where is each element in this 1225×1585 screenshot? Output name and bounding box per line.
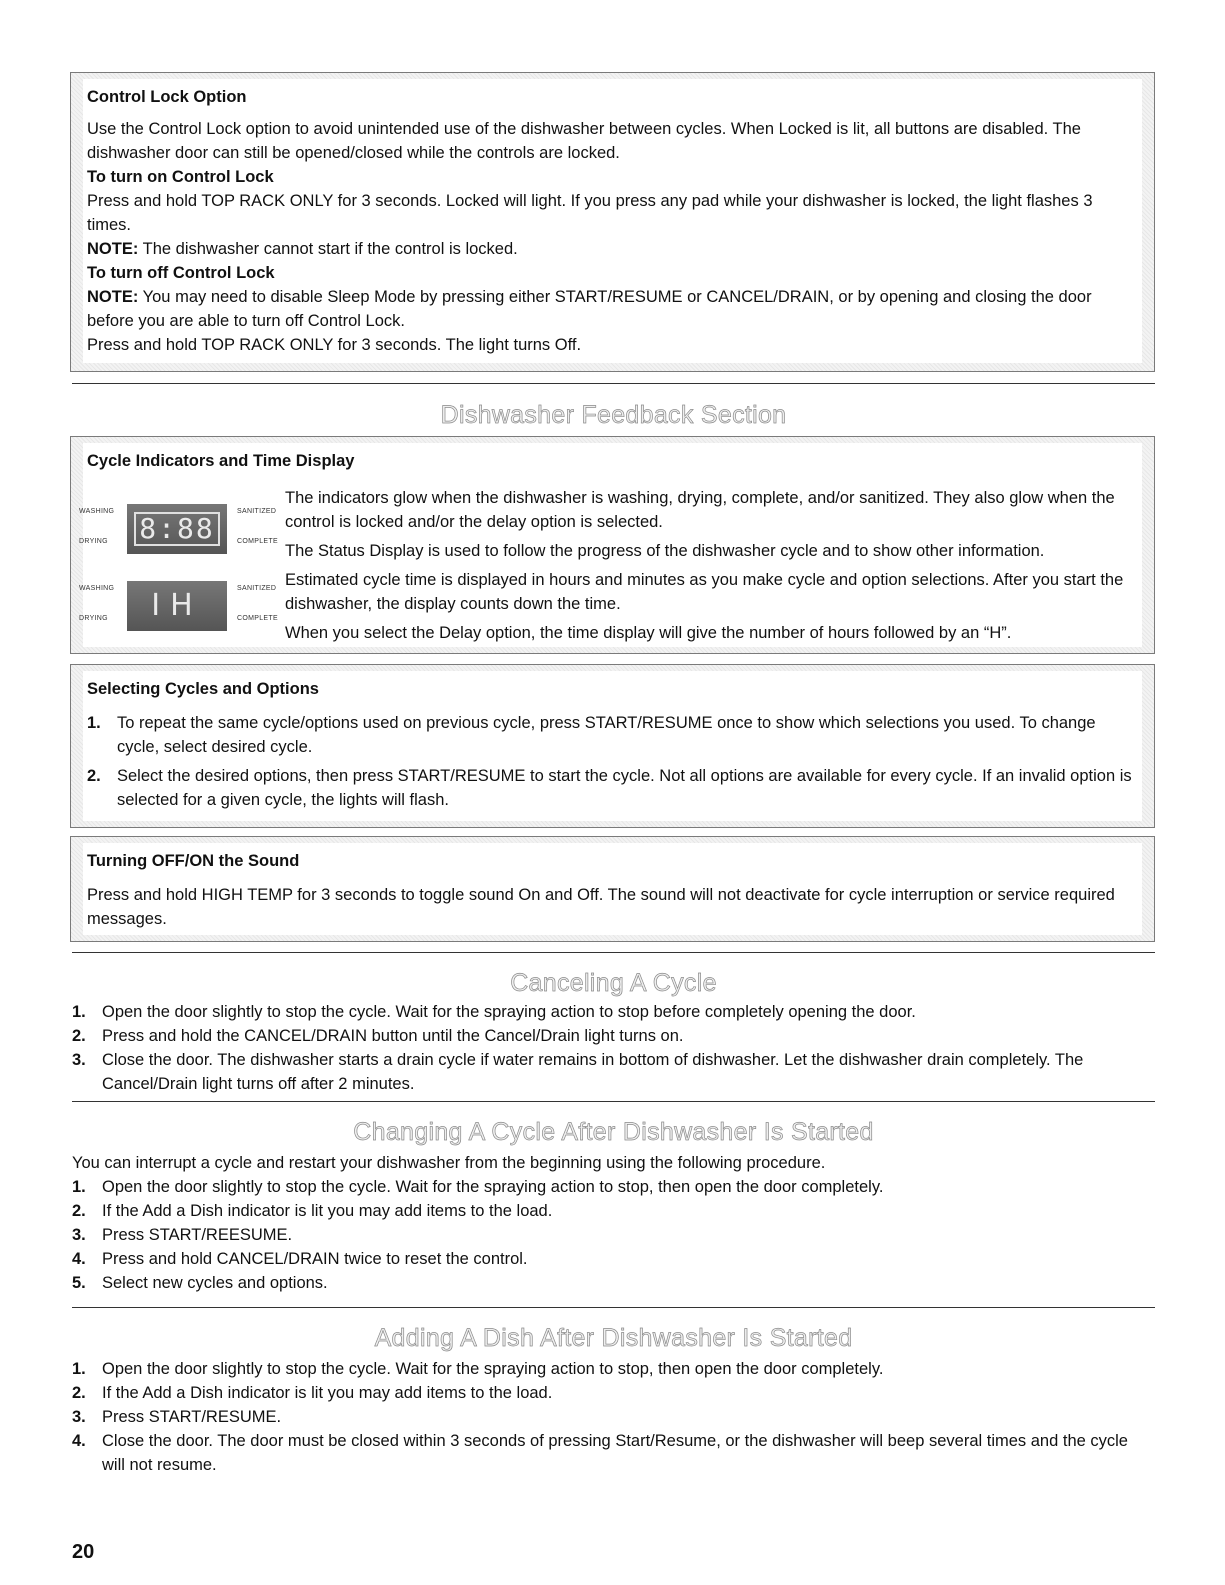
changing-list [72,1175,1152,1295]
note-2-text: You may need to disable Sleep Mode by pressing either START/RESUME or CANCEL/DRAIN, or by opening and closing the door before you are able to turn off Control Lock. [87,288,1092,330]
control-lock-intro: Use the Control Lock option to avoid unintended use of the dishwasher between cycles. When Locked is lit, all buttons are disabled. The dishwasher door can still be opened/closed while the controls are locked. [87,120,1081,162]
note-1 [87,237,1138,261]
selecting-list [87,711,1138,812]
drying-label: DRYING [79,615,108,622]
feedback-heading: Dishwasher Feedback Section [440,401,787,429]
list-item: 3. Close the door. The dishwasher starts a drain cycle if water remains in bottom of dishwasher. Let the dishwasher drain completely. The Cancel/Drain light turns off after 2 minutes. [72,1051,1084,1093]
cycle-indicators-box [70,436,1155,654]
list-item: 4. Close the door. The door must be closed within 3 seconds of pressing Start/Resume, or the dishwasher will beep several times and the cycle will not resume. [72,1432,1128,1474]
list-item: 1. Open the door slightly to stop the cycle. Wait for the spraying action to stop, then open the door completely. [72,1178,884,1196]
time-display-screen [127,504,227,554]
sound-text: Press and hold HIGH TEMP for 3 seconds to toggle sound On and Off. The sound will not deactivate for cycle interruption or service required messages. [87,886,1115,928]
divider [72,952,1155,953]
sound-box [70,836,1155,942]
indicators-p2: The Status Display is used to follow the progress of the dishwasher cycle and to show other information. [285,542,1045,560]
list-item: 5. Select new cycles and options. [72,1274,328,1292]
note-1-text: The dishwasher cannot start if the control is locked. [142,240,518,258]
drying-label: DRYING [79,538,108,545]
selecting-title: Selecting Cycles and Options [87,680,319,698]
changing-intro: You can interrupt a cycle and restart your dishwasher from the beginning using the following procedure. [72,1154,826,1172]
changing-heading: Changing A Cycle After Dishwasher Is Started [353,1118,874,1146]
selecting-box [70,664,1155,828]
note-2 [87,285,1138,333]
indicators-p4: When you select the Delay option, the time display will give the number of hours followed by an “H”. [285,624,1012,642]
turn-on-title: To turn on Control Lock [87,168,274,186]
complete-label: COMPLETE [237,615,278,622]
canceling-section [72,1000,1152,1096]
indicators-p1: The indicators glow when the dishwasher is washing, drying, complete, and/or sanitized. They also glow when the control is locked and/or the delay option is selected. [285,489,1115,531]
turn-on-text: Press and hold TOP RACK ONLY for 3 seconds. Locked will light. If you press any pad while your dishwasher is locked, the light flashes 3 times. [87,192,1093,234]
turn-off-title: To turn off Control Lock [87,264,275,282]
list-item: 3. Press START/RESUME. [72,1408,282,1426]
turn-off-text: Press and hold TOP RACK ONLY for 3 seconds. The light turns Off. [87,336,582,354]
complete-label: COMPLETE [237,538,278,545]
list-item: 1. Open the door slightly to stop the cycle. Wait for the spraying action to stop, then open the door completely. [72,1360,884,1378]
washing-label: WASHING [79,508,115,515]
delay-display-screen [127,581,227,631]
changing-section [72,1151,1152,1295]
time-display-value: 8:88 [134,512,219,546]
sanitized-label: SANITIZED [237,585,277,592]
page-number: 20 [72,1541,95,1563]
indicators-p3: Estimated cycle time is displayed in hours and minutes as you make cycle and option selections. After you start the dishwasher, the display counts down the time. [285,571,1124,613]
adding-list [72,1357,1152,1477]
canceling-list [72,1000,1152,1096]
list-item: 2. If the Add a Dish indicator is lit you may add items to the load. [72,1202,553,1220]
canceling-heading: Canceling A Cycle [510,969,717,997]
sound-title: Turning OFF/ON the Sound [87,852,300,870]
list-item: 1. Open the door slightly to stop the cycle. Wait for the spraying action to stop before completely opening the door. [72,1003,916,1021]
list-item: 4. Press and hold CANCEL/DRAIN twice to reset the control. [72,1250,528,1268]
list-item: 2. Press and hold the CANCEL/DRAIN button until the Cancel/Drain light turns on. [72,1027,684,1045]
control-lock-title: Control Lock Option [87,88,247,106]
delay-display-panel [79,577,278,637]
note-2-label: NOTE: [87,288,139,306]
list-item: 2. Select the desired options, then press START/RESUME to start the cycle. Not all options are available for every cycle. If an invalid option is selected for a given cycle, the lights will flash. [87,767,1132,809]
list-item: 1. To repeat the same cycle/options used on previous cycle, press START/RESUME once to show which selections you used. To change cycle, select desired cycle. [87,714,1096,756]
note-1-label: NOTE: [87,240,139,258]
control-lock-box [70,72,1155,372]
divider [72,383,1155,384]
list-item: 3. Press START/REESUME. [72,1226,293,1244]
sanitized-label: SANITIZED [237,508,277,515]
divider [72,1307,1155,1308]
cycle-indicators-title: Cycle Indicators and Time Display [87,452,355,470]
status-display-panel [79,500,278,560]
adding-section [72,1357,1152,1477]
delay-display-value: IH [151,588,203,623]
washing-label: WASHING [79,585,115,592]
adding-heading: Adding A Dish After Dishwasher Is Started [374,1324,853,1352]
divider [72,1101,1155,1102]
list-item: 2. If the Add a Dish indicator is lit you may add items to the load. [72,1384,553,1402]
cycle-indicators-text [285,486,1136,645]
